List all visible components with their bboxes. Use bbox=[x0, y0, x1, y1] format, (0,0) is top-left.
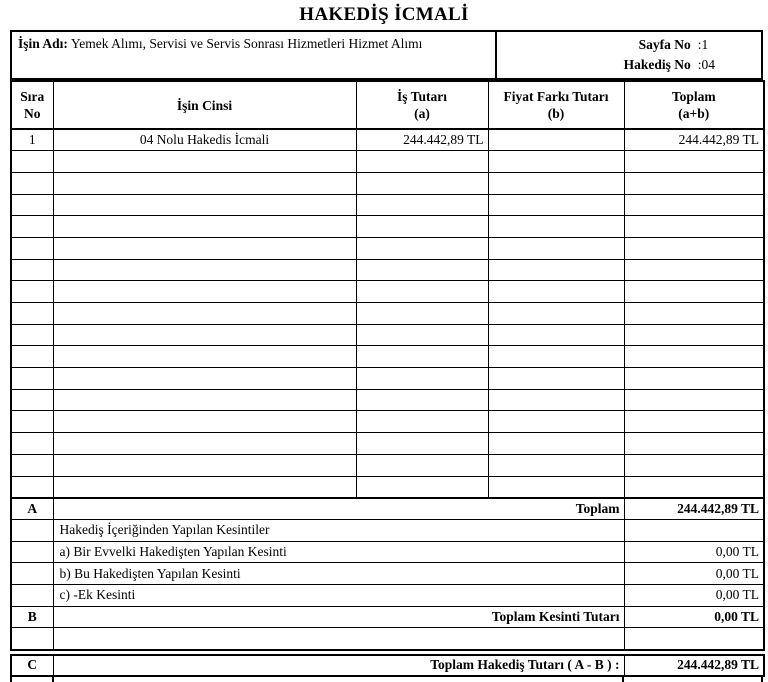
cell-toplam: 244.442,89 TL bbox=[624, 129, 764, 151]
empty-cell bbox=[356, 172, 488, 194]
hakedis-no-value: :04 bbox=[697, 57, 715, 72]
kesinti-row-c bbox=[11, 584, 764, 606]
empty-cell bbox=[624, 303, 764, 325]
empty-cell bbox=[624, 411, 764, 433]
empty-cell bbox=[624, 259, 764, 281]
empty-table-row bbox=[11, 389, 764, 411]
empty-cell bbox=[488, 259, 624, 281]
kesintiler-header-row bbox=[11, 519, 764, 541]
border-tails bbox=[10, 677, 763, 682]
kesinti-c-label: c) -Ek Kesinti bbox=[53, 584, 624, 606]
col-header-fiyat-farki: Fiyat Farkı Tutarı (b) bbox=[488, 81, 624, 129]
empty-cell bbox=[11, 368, 53, 390]
empty-cell bbox=[11, 237, 53, 259]
empty-cell bbox=[488, 303, 624, 325]
empty-cell bbox=[11, 454, 53, 476]
empty-table-row bbox=[11, 411, 764, 433]
empty-cell bbox=[11, 411, 53, 433]
empty-cell bbox=[53, 216, 356, 238]
empty-cell bbox=[624, 194, 764, 216]
empty-cell bbox=[53, 172, 356, 194]
isin-adi-value: Yemek Alımı, Servisi ve Servis Sonrası Hizmetleri Hizmet Alımı bbox=[70, 36, 423, 51]
empty-cell bbox=[356, 194, 488, 216]
empty-cell bbox=[624, 346, 764, 368]
empty-cell bbox=[624, 281, 764, 303]
empty-table-row bbox=[11, 172, 764, 194]
empty-cell bbox=[356, 411, 488, 433]
summary-row-a bbox=[11, 498, 764, 520]
sheet bbox=[10, 30, 763, 682]
empty-cell bbox=[356, 389, 488, 411]
empty-cell bbox=[356, 368, 488, 390]
summary-b-code: B bbox=[11, 606, 53, 628]
empty-cell bbox=[488, 324, 624, 346]
empty-cell bbox=[11, 433, 53, 455]
empty-cell bbox=[53, 476, 356, 498]
empty-table-row bbox=[11, 259, 764, 281]
empty-cell bbox=[11, 259, 53, 281]
summary-c-label: Toplam Hakediş Tutarı ( A - B ) : bbox=[53, 655, 624, 676]
empty-cell bbox=[53, 324, 356, 346]
empty-table-row bbox=[11, 194, 764, 216]
sayfa-no-label: Sayfa No bbox=[638, 37, 691, 52]
kesintiler-header-label: Hakediş İçeriğinden Yapılan Kesintiler bbox=[53, 519, 624, 541]
empty-cell bbox=[53, 433, 356, 455]
empty-cell bbox=[488, 172, 624, 194]
empty-cell bbox=[624, 476, 764, 498]
empty-cell bbox=[11, 281, 53, 303]
empty-cell bbox=[624, 324, 764, 346]
empty-cell bbox=[356, 346, 488, 368]
empty-cell bbox=[11, 151, 53, 173]
kesinti-row-a bbox=[11, 541, 764, 563]
summary-a-code: A bbox=[11, 498, 53, 520]
summary-c-code: C bbox=[11, 655, 53, 676]
empty-cell bbox=[11, 346, 53, 368]
empty-cell bbox=[53, 237, 356, 259]
empty-table-row bbox=[11, 151, 764, 173]
empty-cell bbox=[488, 411, 624, 433]
cell-fiyat-farki bbox=[488, 129, 624, 151]
col-header-sira-no: Sıra No bbox=[11, 81, 53, 129]
empty-cell bbox=[11, 216, 53, 238]
spacer-row bbox=[11, 628, 764, 650]
hakedis-no-label: Hakediş No bbox=[623, 57, 691, 72]
empty-cell bbox=[624, 237, 764, 259]
col-header-toplam: Toplam (a+b) bbox=[624, 81, 764, 129]
empty-cell bbox=[53, 194, 356, 216]
empty-cell bbox=[624, 368, 764, 390]
empty-cell bbox=[624, 172, 764, 194]
col-header-isin-cinsi: İşin Cinsi bbox=[53, 81, 356, 129]
summary-row-c bbox=[11, 655, 764, 676]
kesinti-a-label: a) Bir Evvelki Hakedişten Yapılan Kesinti bbox=[53, 541, 624, 563]
empty-cell bbox=[53, 151, 356, 173]
isin-adi-cell bbox=[12, 32, 497, 78]
summary-a-value: 244.442,89 TL bbox=[624, 498, 764, 520]
empty-table-row bbox=[11, 433, 764, 455]
table-row bbox=[11, 129, 764, 151]
empty-table-row bbox=[11, 303, 764, 325]
empty-cell bbox=[53, 281, 356, 303]
empty-table-row bbox=[11, 476, 764, 498]
empty-cell bbox=[11, 303, 53, 325]
summary-b-value: 0,00 TL bbox=[624, 606, 764, 628]
empty-cell bbox=[356, 216, 488, 238]
empty-cell bbox=[356, 237, 488, 259]
grand-total-table bbox=[10, 654, 765, 677]
empty-cell bbox=[488, 368, 624, 390]
kesinti-b-value: 0,00 TL bbox=[624, 563, 764, 585]
header-row bbox=[11, 81, 764, 129]
empty-cell bbox=[356, 303, 488, 325]
empty-cell bbox=[488, 216, 624, 238]
empty-cell bbox=[53, 454, 356, 476]
empty-table-row bbox=[11, 346, 764, 368]
empty-cell bbox=[53, 368, 356, 390]
empty-cell bbox=[356, 433, 488, 455]
empty-cell bbox=[488, 194, 624, 216]
empty-cell bbox=[53, 411, 356, 433]
empty-cell bbox=[11, 324, 53, 346]
empty-cell bbox=[356, 259, 488, 281]
empty-cell bbox=[356, 476, 488, 498]
cell-is-tutari: 244.442,89 TL bbox=[356, 129, 488, 151]
empty-cell bbox=[11, 172, 53, 194]
page-title: HAKEDİŞ İCMALİ bbox=[299, 4, 469, 25]
kesinti-c-value: 0,00 TL bbox=[624, 584, 764, 606]
empty-cell bbox=[488, 151, 624, 173]
empty-table-row bbox=[11, 216, 764, 238]
empty-cell bbox=[11, 476, 53, 498]
empty-cell bbox=[488, 476, 624, 498]
summary-row-b bbox=[11, 606, 764, 628]
kesinti-a-value: 0,00 TL bbox=[624, 541, 764, 563]
empty-cell bbox=[488, 237, 624, 259]
empty-cell bbox=[624, 433, 764, 455]
col-header-is-tutari: İş Tutarı (a) bbox=[356, 81, 488, 129]
empty-cell bbox=[356, 281, 488, 303]
empty-cell bbox=[624, 216, 764, 238]
kesinti-row-b bbox=[11, 563, 764, 585]
summary-c-value: 244.442,89 TL bbox=[624, 655, 764, 676]
sayfa-no-value: :1 bbox=[697, 37, 709, 52]
summary-a-label: Toplam bbox=[53, 498, 624, 520]
cell-isin-cinsi: 04 Nolu Hakedis İcmali bbox=[53, 129, 356, 151]
empty-cell bbox=[356, 151, 488, 173]
isin-adi-label: İşin Adı: bbox=[18, 36, 68, 51]
empty-cell bbox=[356, 324, 488, 346]
empty-cell bbox=[624, 389, 764, 411]
hakedis-table bbox=[10, 80, 765, 651]
empty-table-row bbox=[11, 281, 764, 303]
empty-cell bbox=[624, 454, 764, 476]
info-band bbox=[10, 30, 763, 80]
summary-b-label: Toplam Kesinti Tutarı bbox=[53, 606, 624, 628]
empty-cell bbox=[356, 454, 488, 476]
empty-cell bbox=[53, 303, 356, 325]
empty-cell bbox=[488, 389, 624, 411]
empty-table-row bbox=[11, 454, 764, 476]
empty-cell bbox=[53, 259, 356, 281]
empty-cell bbox=[53, 346, 356, 368]
empty-cell bbox=[488, 281, 624, 303]
cell-sira: 1 bbox=[11, 129, 53, 151]
page-no-cell bbox=[497, 32, 761, 78]
empty-cell bbox=[624, 151, 764, 173]
empty-table-row bbox=[11, 368, 764, 390]
empty-cell bbox=[11, 194, 53, 216]
empty-cell bbox=[488, 346, 624, 368]
empty-table-row bbox=[11, 237, 764, 259]
empty-cell bbox=[11, 389, 53, 411]
empty-cell bbox=[53, 389, 356, 411]
empty-cell bbox=[488, 454, 624, 476]
empty-table-row bbox=[11, 324, 764, 346]
empty-cell bbox=[488, 433, 624, 455]
kesinti-b-label: b) Bu Hakedişten Yapılan Kesinti bbox=[53, 563, 624, 585]
